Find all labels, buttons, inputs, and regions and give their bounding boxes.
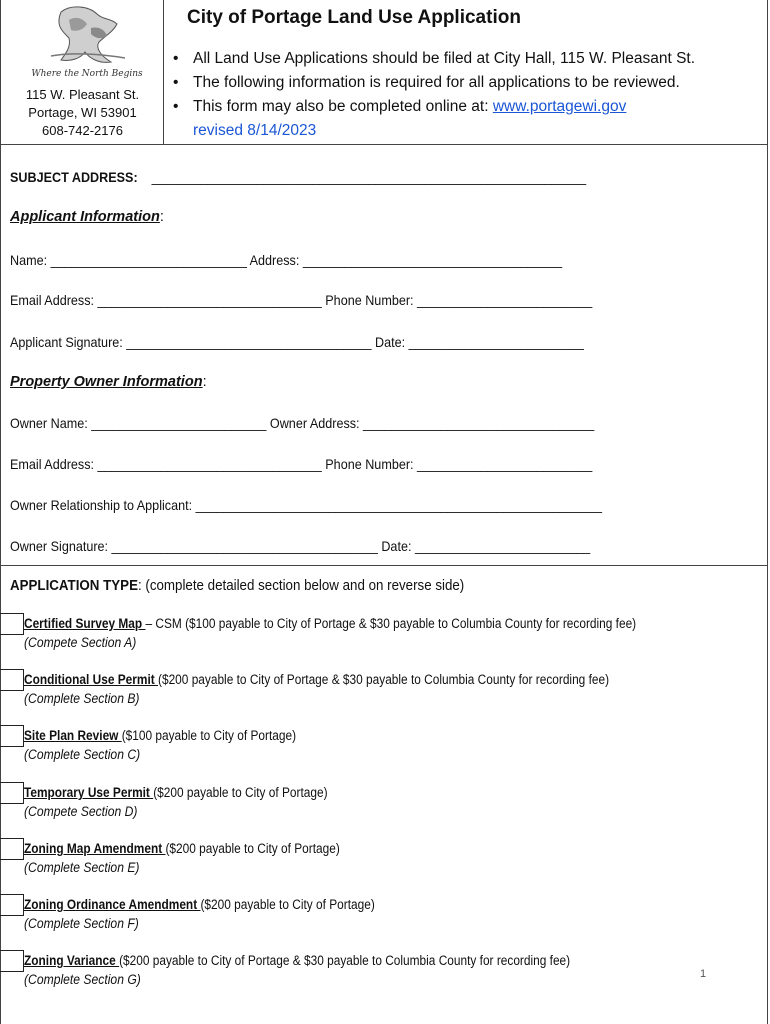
owner-name-address-row[interactable]: Owner Name: _________________________ Owner Address: _________________________________ [10,415,595,431]
checkbox[interactable] [0,669,24,691]
applicant-signature-row[interactable]: Applicant Signature: ___________________________________ Date: _________________________ [10,334,584,350]
applicant-info-heading: Applicant Information: [10,209,164,225]
option-section-note: (Complete Section F) [24,916,139,931]
website-link[interactable]: www.portagewi.gov [492,98,627,115]
city-hall-street: 115 W. Pleasant St. [25,87,140,102]
instructions-list [173,47,695,143]
land-use-application-page: Where the North Begins 115 W. Pleasant St. Portage, WI 53901 608-742-2176 City of Portage Land Use Application • All Land Use Applications should be filed at City Hall, 115 W. Pleasant St. • The following information is required for all applications to be reviewed. • This form may also be completed online at: www.portagewi.gov revised 8/14/2023 SUBJECT ADDRESS: ______________________________________________________________ Applicant Information: Name: ____________________________ Address: _____________________________________ Email Address: ________________________________ Phone Number: _________________________ Applicant Signature: ___________________________________ Date: _________________________ Property Owner Information: Owner Name: _________________________ Owner Address: _________________________________ Email Address: ________________________________ Phone Number: _________________________ Owner Relationship to Applicant: __________________________________________________________ Owner Signature: ______________________________________ Date: _________________________ APPLICATION TYPE: (complete detailed section below and on reverse side) Certified Survey Map – CSM ($100 payable to City of Portage & $30 payable to Columbia County for recording fee) (Compete Section A) Conditional Use Permit ($200 payable to City of Portage & $30 payable to Columbia County for recording fee) (Complete Section B) Site Plan Review ($100 payable to City of Portage) (Complete Section C) Temporary Use Permit ($200 payable to City of Portage) (Compete Section D) Zoning Map Amendment ($200 payable to City of Portage) (Complete Section E) Zoning Ordinance Amendment ($200 payable to City of Portage) (Complete Section F) Zoning Variance ($200 payable to City of Portage & $30 payable to Columbia County for recording fee) (Complete Section G) 1 [0,0,770,1024]
owner-relationship-row[interactable]: Owner Relationship to Applicant: __________________________________________________________ [10,497,603,513]
subject-address-blank[interactable]: ______________________________________________________________ [151,169,587,185]
instruction-item: • This form may also be completed online at: www.portagewi.gov [173,95,695,119]
owner-email-phone-row[interactable]: Email Address: ________________________________ Phone Number: _________________________ [10,456,593,472]
application-type-heading: APPLICATION TYPE: (complete detailed section below and on reverse side) [10,578,465,594]
logo-tagline: Where the North Begins [31,69,143,79]
revision-date: revised 8/14/2023 [193,122,317,139]
bullet-icon: • [173,98,179,115]
checkbox[interactable] [0,894,24,916]
option-section-note: (Complete Section E) [24,860,140,875]
instruction-item: • All Land Use Applications should be filed at City Hall, 115 W. Pleasant St. [173,47,695,71]
city-logo-icon [31,2,143,82]
option-section-note: (Compete Section D) [24,804,138,819]
option-section-note: (Complete Section B) [24,691,140,706]
applicant-name-address-row[interactable]: Name: ____________________________ Address: _____________________________________ [10,252,563,268]
checkbox[interactable] [0,613,24,635]
bullet-icon: • [173,74,179,91]
instruction-item: • The following information is required for all applications to be reviewed. [173,71,695,95]
logo-column [1,0,164,145]
owner-info-heading: Property Owner Information: [10,374,207,390]
subject-address-field[interactable] [10,169,586,185]
option-section-note: (Complete Section C) [24,747,141,762]
checkbox[interactable] [0,725,24,747]
checkbox[interactable] [0,950,24,972]
header-box [0,0,768,145]
city-hall-city-state: Portage, WI 53901 [28,105,137,120]
bullet-icon: • [173,50,179,67]
owner-signature-row[interactable]: Owner Signature: ______________________________________ Date: _________________________ [10,538,591,554]
page-number: 1 [700,968,707,980]
checkbox[interactable] [0,782,24,804]
subject-address-label: SUBJECT ADDRESS: [10,169,138,185]
city-hall-phone: 608-742-2176 [42,123,123,138]
applicant-email-phone-row[interactable]: Email Address: ________________________________ Phone Number: _________________________ [10,292,593,308]
option-section-note: (Complete Section G) [24,972,141,987]
form-title: City of Portage Land Use Application [187,7,521,28]
option-section-note: (Compete Section A) [24,635,137,650]
checkbox[interactable] [0,838,24,860]
